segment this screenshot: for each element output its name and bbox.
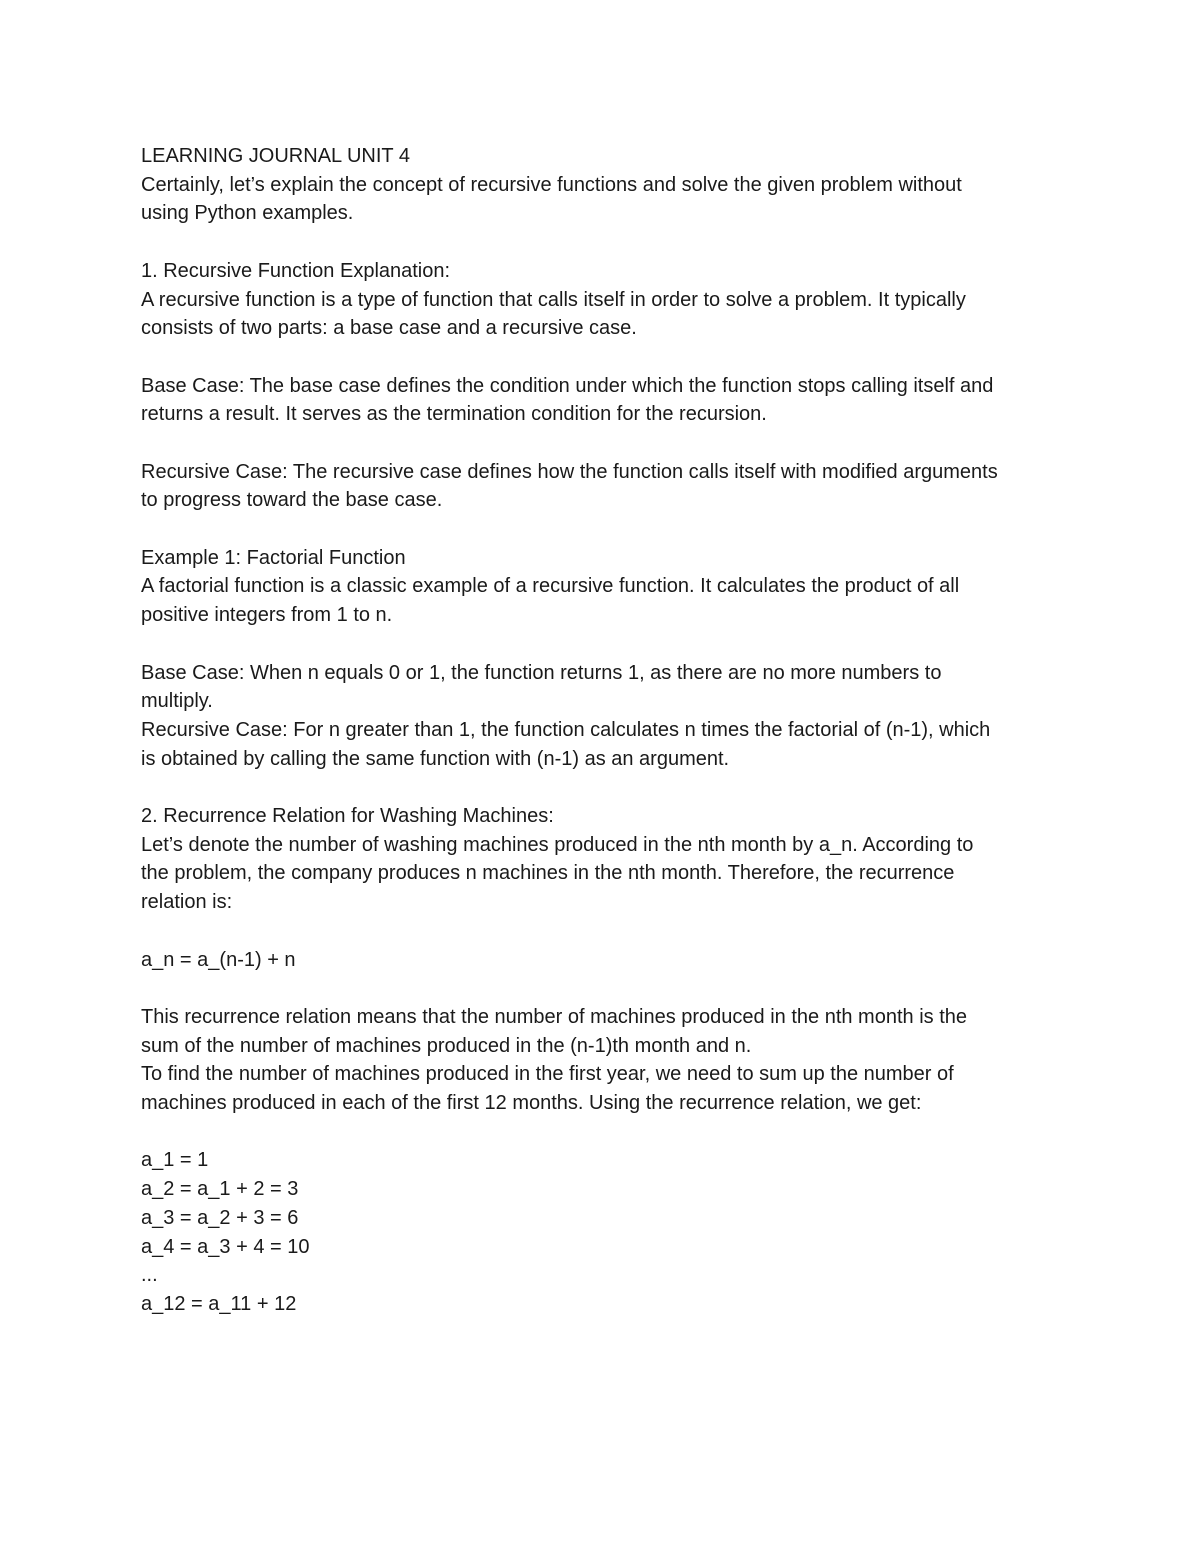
blank-line <box>141 630 1071 659</box>
paragraph-line: A recursive function is a type of function that calls itself in order to solve a problem. It typically <box>141 288 966 311</box>
blank-line <box>141 917 1071 946</box>
explanation-line: This recurrence relation means that the number of machines produced in the nth month is the <box>141 1005 968 1028</box>
paragraph-line: Let’s denote the number of washing machines produced in the nth month by a_n. According to <box>141 833 974 856</box>
equation-line: ... <box>141 1264 158 1287</box>
factorial-case-line: Recursive Case: For n greater than 1, the function calculates n times the factorial of (n-1), which <box>141 718 991 741</box>
equation-line: a_3 = a_2 + 3 = 6 <box>141 1206 299 1229</box>
explanation-line: To find the number of machines produced in the first year, we need to sum up the number of <box>141 1063 954 1086</box>
explanation-line: sum of the number of machines produced in the (n-1)th month and n. <box>141 1034 752 1057</box>
equation-line: a_1 = 1 <box>141 1149 209 1172</box>
blank-line <box>141 773 1071 802</box>
factorial-case-line: is obtained by calling the same function with (n-1) as an argument. <box>141 747 730 770</box>
paragraph-line: the problem, the company produces n machines in the nth month. Therefore, the recurrence <box>141 862 955 885</box>
recurrence-relation: a_n = a_(n-1) + n <box>141 948 296 971</box>
blank-line <box>141 515 1071 544</box>
blank-line <box>141 974 1071 1003</box>
blank-line <box>141 429 1071 458</box>
equation-line: a_12 = a_11 + 12 <box>141 1292 297 1315</box>
recursive-case-line: Recursive Case: The recursive case defines how the function calls itself with modified arguments <box>141 460 998 483</box>
paragraph-line: relation is: <box>141 891 233 914</box>
paragraph-line: positive integers from 1 to n. <box>141 604 393 627</box>
document-body <box>141 142 1071 1319</box>
intro-line: Certainly, let’s explain the concept of recursive functions and solve the given problem without <box>141 173 962 196</box>
factorial-case-line: Base Case: When n equals 0 or 1, the function returns 1, as there are no more numbers to <box>141 661 942 684</box>
example-heading: Example 1: Factorial Function <box>141 546 406 569</box>
blank-line <box>141 1118 1071 1147</box>
paragraph-line: consists of two parts: a base case and a recursive case. <box>141 317 637 340</box>
paragraph-line: A factorial function is a classic example of a recursive function. It calculates the product of all <box>141 575 960 598</box>
equation-line: a_2 = a_1 + 2 = 3 <box>141 1178 299 1201</box>
base-case-line: Base Case: The base case defines the condition under which the function stops calling itself and <box>141 374 994 397</box>
base-case-line: returns a result. It serves as the termination condition for the recursion. <box>141 403 767 426</box>
equation-line: a_4 = a_3 + 4 = 10 <box>141 1235 310 1258</box>
document-title: LEARNING JOURNAL UNIT 4 <box>141 145 410 167</box>
section-heading: 1. Recursive Function Explanation: <box>141 259 451 282</box>
explanation-line: machines produced in each of the first 12 months. Using the recurrence relation, we get: <box>141 1092 922 1115</box>
recursive-case-line: to progress toward the base case. <box>141 489 443 512</box>
blank-line <box>141 228 1071 257</box>
blank-line <box>141 343 1071 372</box>
section-heading: 2. Recurrence Relation for Washing Machines: <box>141 805 554 828</box>
factorial-case-line: multiply. <box>141 690 213 713</box>
intro-line: using Python examples. <box>141 202 354 225</box>
